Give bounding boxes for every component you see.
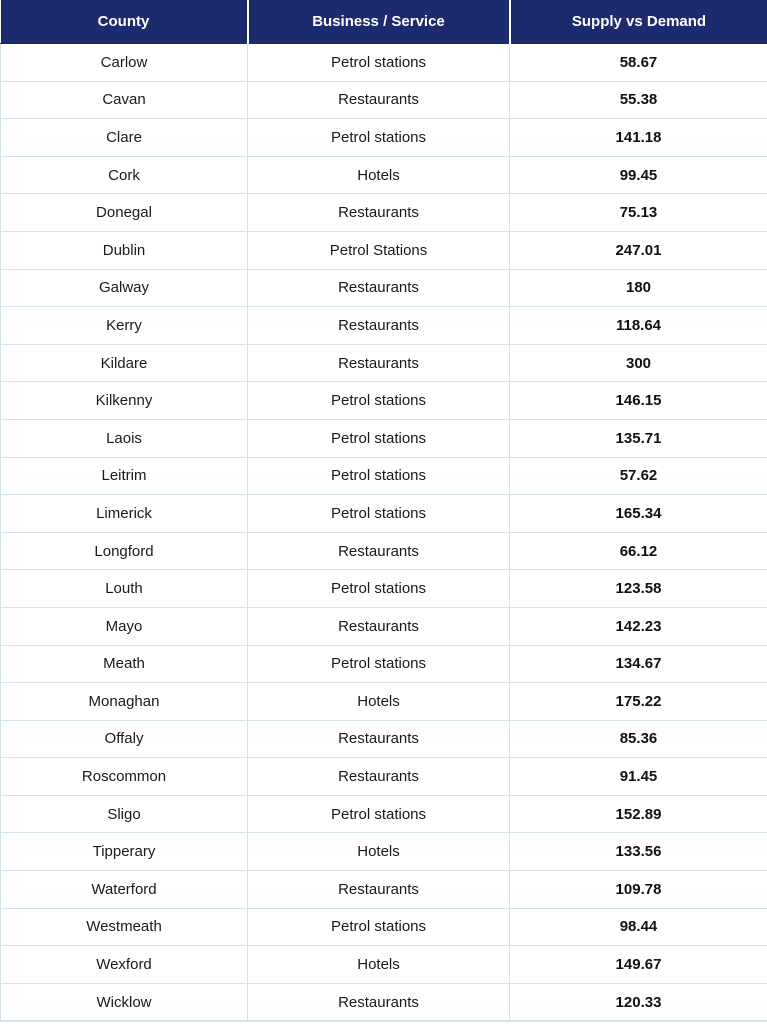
table-row [1, 720, 767, 758]
table-row [1, 119, 767, 157]
supply-vs-demand-cell: 75.13 [510, 194, 767, 232]
table-row [1, 795, 767, 833]
table-header [1, 0, 767, 44]
business-service-cell: Hotels [248, 946, 510, 984]
supply-vs-demand-cell: 247.01 [510, 231, 767, 269]
supply-vs-demand-cell: 58.67 [510, 44, 767, 82]
table-row [1, 307, 767, 345]
table-row [1, 983, 767, 1021]
table-row [1, 645, 767, 683]
table-row [1, 419, 767, 457]
header-county: County [1, 0, 248, 44]
supply-vs-demand-cell: 142.23 [510, 607, 767, 645]
supply-vs-demand-cell: 175.22 [510, 683, 767, 721]
supply-vs-demand-cell: 91.45 [510, 758, 767, 796]
table-row [1, 946, 767, 984]
county-cell: Meath [1, 645, 248, 683]
table-body [1, 44, 767, 1022]
table-row [1, 344, 767, 382]
county-cell: Roscommon [1, 758, 248, 796]
county-cell: Dublin [1, 231, 248, 269]
supply-vs-demand-cell: 120.33 [510, 983, 767, 1021]
county-cell: Limerick [1, 495, 248, 533]
supply-vs-demand-cell: 134.67 [510, 645, 767, 683]
business-service-cell: Restaurants [248, 344, 510, 382]
table-row [1, 871, 767, 909]
business-service-cell: Restaurants [248, 269, 510, 307]
business-service-cell: Hotels [248, 683, 510, 721]
business-service-cell: Restaurants [248, 871, 510, 909]
supply-vs-demand-cell: 98.44 [510, 908, 767, 946]
business-service-cell: Petrol stations [248, 419, 510, 457]
county-cell: Carlow [1, 44, 248, 82]
supply-vs-demand-cell: 123.58 [510, 570, 767, 608]
table-row [1, 495, 767, 533]
supply-vs-demand-cell: 118.64 [510, 307, 767, 345]
table-row [1, 44, 767, 82]
business-service-cell: Hotels [248, 156, 510, 194]
table-row [1, 156, 767, 194]
table-row [1, 81, 767, 119]
supply-vs-demand-cell: 85.36 [510, 720, 767, 758]
business-service-cell: Petrol stations [248, 570, 510, 608]
business-service-cell: Petrol stations [248, 795, 510, 833]
table-row [1, 269, 767, 307]
county-cell: Laois [1, 419, 248, 457]
supply-vs-demand-cell: 109.78 [510, 871, 767, 909]
business-service-cell: Restaurants [248, 81, 510, 119]
county-cell: Cork [1, 156, 248, 194]
business-service-cell: Petrol stations [248, 457, 510, 495]
supply-vs-demand-cell: 141.18 [510, 119, 767, 157]
supply-vs-demand-cell: 149.67 [510, 946, 767, 984]
business-service-cell: Petrol stations [248, 119, 510, 157]
county-cell: Kildare [1, 344, 248, 382]
county-cell: Kerry [1, 307, 248, 345]
county-cell: Mayo [1, 607, 248, 645]
county-cell: Wexford [1, 946, 248, 984]
supply-vs-demand-cell: 152.89 [510, 795, 767, 833]
county-cell: Offaly [1, 720, 248, 758]
business-service-cell: Restaurants [248, 720, 510, 758]
county-cell: Wicklow [1, 983, 248, 1021]
supply-vs-demand-cell: 300 [510, 344, 767, 382]
supply-vs-demand-cell: 135.71 [510, 419, 767, 457]
business-service-cell: Petrol stations [248, 645, 510, 683]
table-row [1, 570, 767, 608]
table-row [1, 908, 767, 946]
county-cell: Tipperary [1, 833, 248, 871]
business-service-cell: Restaurants [248, 532, 510, 570]
table-row [1, 194, 767, 232]
business-service-cell: Petrol stations [248, 44, 510, 82]
header-business-service: Business / Service [248, 0, 510, 44]
supply-vs-demand-cell: 146.15 [510, 382, 767, 420]
county-cell: Longford [1, 532, 248, 570]
table-row [1, 457, 767, 495]
county-cell: Kilkenny [1, 382, 248, 420]
supply-vs-demand-cell: 133.56 [510, 833, 767, 871]
table-row [1, 833, 767, 871]
county-cell: Sligo [1, 795, 248, 833]
county-cell: Donegal [1, 194, 248, 232]
business-service-cell: Petrol Stations [248, 231, 510, 269]
business-service-cell: Hotels [248, 833, 510, 871]
header-supply-vs-demand: Supply vs Demand [510, 0, 767, 44]
table-row [1, 758, 767, 796]
business-service-cell: Petrol stations [248, 382, 510, 420]
county-cell: Monaghan [1, 683, 248, 721]
business-service-cell: Restaurants [248, 607, 510, 645]
table-row [1, 382, 767, 420]
business-service-cell: Petrol stations [248, 495, 510, 533]
table-row [1, 607, 767, 645]
county-cell: Cavan [1, 81, 248, 119]
county-cell: Louth [1, 570, 248, 608]
county-cell: Westmeath [1, 908, 248, 946]
header-row [1, 0, 767, 44]
county-cell: Leitrim [1, 457, 248, 495]
business-service-cell: Restaurants [248, 307, 510, 345]
business-service-cell: Restaurants [248, 983, 510, 1021]
supply-vs-demand-cell: 55.38 [510, 81, 767, 119]
supply-vs-demand-cell: 99.45 [510, 156, 767, 194]
supply-vs-demand-cell: 180 [510, 269, 767, 307]
county-cell: Galway [1, 269, 248, 307]
table-row [1, 683, 767, 721]
table-row [1, 532, 767, 570]
business-service-cell: Petrol stations [248, 908, 510, 946]
business-service-cell: Restaurants [248, 758, 510, 796]
business-service-cell: Restaurants [248, 194, 510, 232]
supply-vs-demand-cell: 165.34 [510, 495, 767, 533]
county-cell: Waterford [1, 871, 248, 909]
supply-vs-demand-cell: 57.62 [510, 457, 767, 495]
supply-vs-demand-cell: 66.12 [510, 532, 767, 570]
table-row [1, 231, 767, 269]
county-cell: Clare [1, 119, 248, 157]
